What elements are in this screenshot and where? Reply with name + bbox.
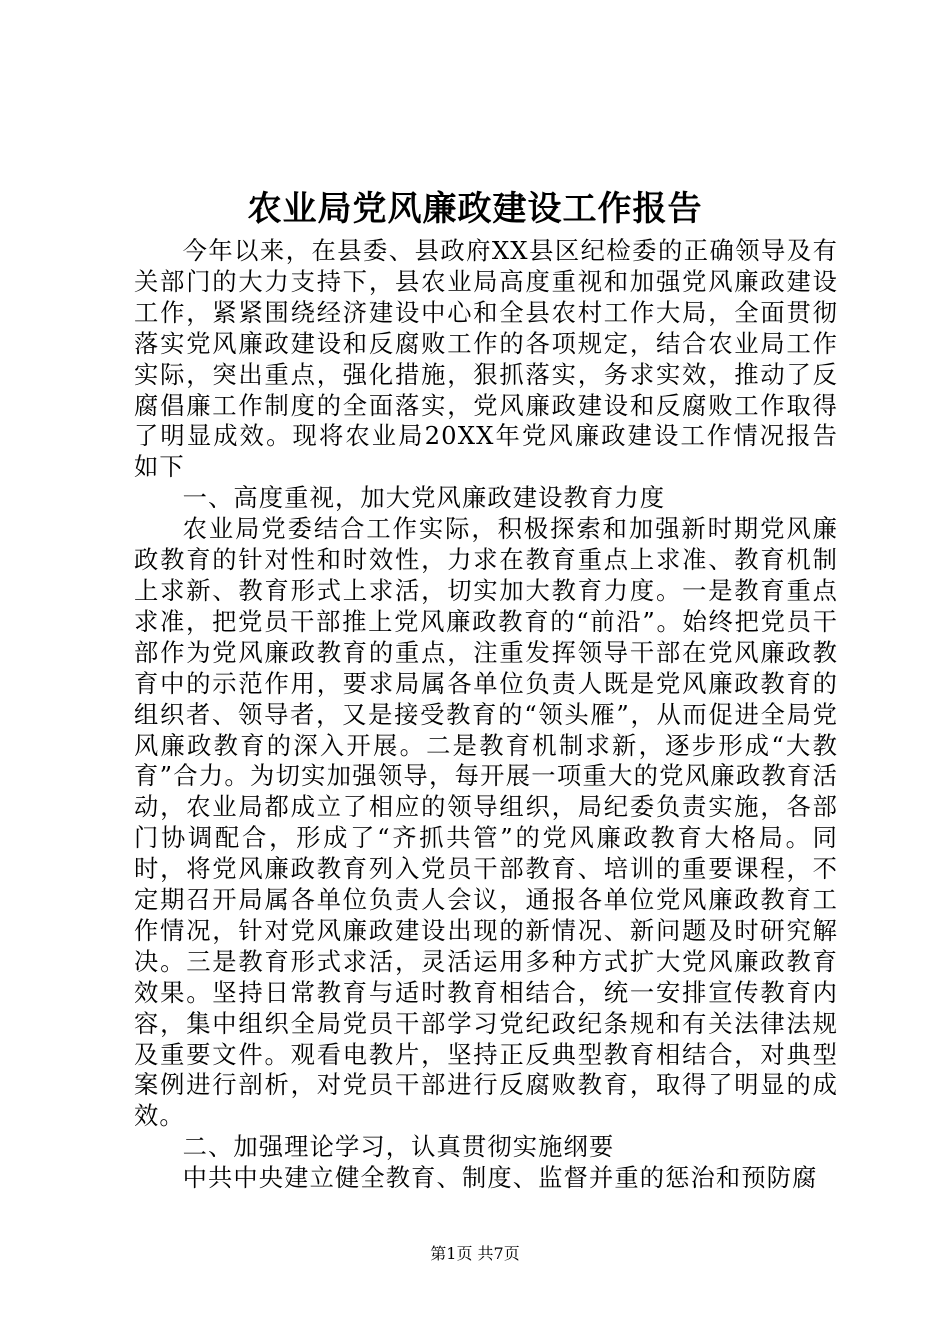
page-footer: 第1页 共7页 bbox=[430, 1244, 520, 1263]
document-title: 农业局党风廉政建设工作报告 bbox=[247, 189, 703, 229]
document-body bbox=[134, 236, 838, 1194]
section-heading-1: 一、高度重视，加大党风廉政建设教育力度 bbox=[182, 483, 666, 513]
intro-paragraph: 今年以来，在县委、县政府XX县区纪检委的正确领导及有关部门的大力支持下，县农业局高度重视和加强党风廉政建设工作，紧紧围绕经济建设中心和全县农村工作大局，全面贯彻落实党风廉政建设和反腐败工作的各项规定，结合农业局工作实际，突出重点，强化措施，狠抓落实，务求实效，推动了反腐倡廉工作制度的全面落实，党风廉政建设和反腐败工作取得了明显成效。现将农业局20XX年党风廉政建设工作情况报告如下 bbox=[134, 236, 838, 482]
section-heading-2: 二、加强理论学习，认真贯彻实施纲要 bbox=[182, 1132, 615, 1162]
section-1-paragraph: 农业局党委结合工作实际，积极探索和加强新时期党风廉政教育的针对性和时效性，力求在教育重点上求准、教育机制上求新、教育形式上求活，切实加大教育力度。一是教育重点求准，把党员干部推上党风廉政教育的“前沿”。始终把党员干部作为党风廉政教育的重点，注重发挥领导干部在党风廉政教育中的示范作用，要求局属各单位负责人既是党风廉政教育的组织者、领导者，又是接受教育的“领头雁”，从而促进全局党风廉政教育的深入开展。二是教育机制求新，逐步形成“大教育”合力。为切实加强领导，每开展一项重大的党风廉政教育活动，农业局都成立了相应的领导组织，局纪委负责实施，各部门协调配合，形成了“齐抓共管”的党风廉政教育大格局。同时，将党风廉政教育列入党员干部教育、培训的重要课程，不定期召开局属各单位负责人会议，通报各单位党风廉政教育工作情况，针对党风廉政建设出现的新情况、新问题及时研究解决。三是教育形式求活，灵活运用多种方式扩大党风廉政教育效果。坚持日常教育与适时教育相结合，统一安排宣传教育内容，集中组织全局党员干部学习党纪政纪条规和有关法律法规及重要文件。观看电教片，坚持正反典型教育相结合，对典型案例进行剖析，对党员干部进行反腐败教育，取得了明显的成效。 bbox=[134, 514, 838, 1131]
section-2-paragraph: 中共中央建立健全教育、制度、监督并重的惩治和预防腐 bbox=[182, 1163, 818, 1193]
